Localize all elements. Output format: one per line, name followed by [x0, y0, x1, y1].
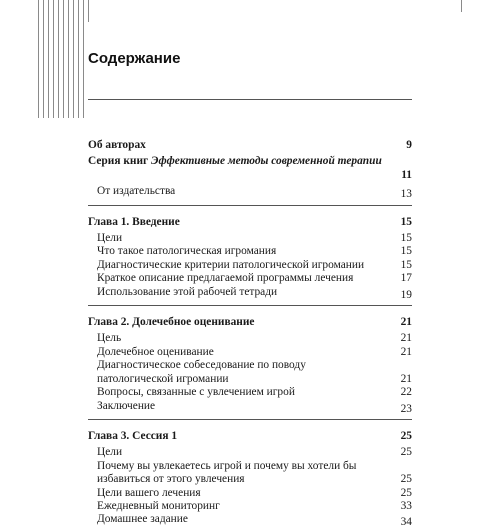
- decorative-vertical-lines: [38, 0, 88, 118]
- toc-chapter[interactable]: [88, 139, 412, 152]
- toc-entry[interactable]: [88, 513, 412, 529]
- toc-page-number: 21: [400, 372, 412, 385]
- toc-entry-label: Диагностическое собеседование по поводу патологической игромании: [97, 359, 306, 385]
- toc-separator: [88, 205, 412, 206]
- toc-page-number: 15: [400, 232, 412, 245]
- toc-entry-label: Долечебное оценивание: [97, 345, 214, 358]
- toc-page-number: 9: [406, 139, 412, 151]
- toc-entry[interactable]: [88, 286, 412, 302]
- toc-page-number: 23: [400, 402, 412, 415]
- toc-entry-label: Глава 1. Введение: [88, 215, 180, 228]
- toc-series-title: Эффективные методы современной терапии: [151, 155, 382, 168]
- toc-page-number: 25: [400, 486, 412, 499]
- toc-entry[interactable]: [88, 386, 412, 399]
- toc-entry-label: Глава 3. Сессия 1: [88, 429, 178, 442]
- toc-entry-label: Цели: [97, 232, 123, 245]
- toc-chapter[interactable]: [88, 430, 412, 443]
- toc-page-number: 17: [400, 272, 412, 285]
- toc-entry-label: Краткое описание предлагаемой программы лечения: [97, 272, 354, 285]
- toc-chapter[interactable]: [88, 316, 412, 329]
- toc-entry-label: Диагностические критерии патологической игромании: [97, 258, 365, 271]
- toc-entry[interactable]: [88, 272, 412, 285]
- toc-entry-label: Домашнее задание: [97, 513, 188, 526]
- toc-entry-label: Цель: [97, 332, 122, 345]
- toc-page-number: 11: [401, 168, 412, 181]
- toc-page-number: 15: [400, 215, 412, 228]
- toc-page-number: 33: [400, 499, 412, 512]
- toc-separator: [88, 419, 412, 420]
- toc-entry[interactable]: [88, 487, 412, 500]
- toc-page-number: 34: [400, 516, 412, 529]
- toc-page-number: 15: [400, 258, 412, 271]
- toc-entry[interactable]: [88, 460, 412, 487]
- toc-entry-label: Использование этой рабочей тетради: [97, 285, 278, 298]
- toc-page-number: 19: [400, 288, 412, 301]
- toc-entry-label: Вопросы, связанные с увлечением игрой: [97, 386, 295, 399]
- toc-entry[interactable]: [88, 446, 412, 459]
- toc-page-number: 21: [400, 332, 412, 345]
- toc-page-number: 13: [400, 188, 412, 201]
- toc-entry-label: От издательства: [97, 185, 176, 198]
- toc-page-number: 22: [400, 386, 412, 399]
- toc-page-number: 25: [400, 429, 412, 442]
- toc-page-number: 25: [400, 473, 412, 486]
- crop-mark-right: [461, 0, 462, 12]
- toc-entry-label: Ежедневный мониторинг: [97, 499, 220, 512]
- toc-entry[interactable]: [88, 400, 412, 416]
- toc-entry-label: Глава 2. Долечебное оценивание: [88, 316, 255, 329]
- toc-entry[interactable]: [88, 185, 412, 201]
- toc-entry-label: [88, 155, 412, 168]
- table-of-contents: [88, 129, 412, 530]
- toc-separator: [88, 305, 412, 306]
- title-rule: [88, 99, 412, 100]
- toc-chapter[interactable]: [88, 155, 412, 182]
- page-title: Содержание: [88, 50, 181, 67]
- toc-entry-label: Заключение: [97, 399, 156, 412]
- toc-entry[interactable]: [88, 359, 412, 386]
- toc-entry[interactable]: [88, 332, 412, 345]
- toc-entry-label: Цели вашего лечения: [97, 486, 201, 499]
- toc-entry[interactable]: [88, 245, 412, 258]
- toc-page-number: 21: [400, 316, 412, 329]
- toc-entry-label: Цели: [97, 446, 123, 459]
- toc-entry[interactable]: [88, 232, 412, 245]
- toc-entry-label: Что такое патологическая игромания: [97, 245, 277, 258]
- toc-entry[interactable]: [88, 500, 412, 513]
- toc-entry-label: Почему вы увлекаетесь игрой и почему вы хотели бы избавиться от этого увлечения: [97, 459, 357, 486]
- toc-page-number: 25: [400, 446, 412, 459]
- toc-entry[interactable]: [88, 346, 412, 359]
- toc-chapter[interactable]: [88, 216, 412, 229]
- toc-page-number: 21: [400, 345, 412, 358]
- toc-series-prefix: Серия книг: [88, 155, 152, 168]
- toc-page-number: 15: [400, 245, 412, 258]
- toc-entry[interactable]: [88, 259, 412, 272]
- toc-entry-label: Об авторах: [88, 139, 146, 151]
